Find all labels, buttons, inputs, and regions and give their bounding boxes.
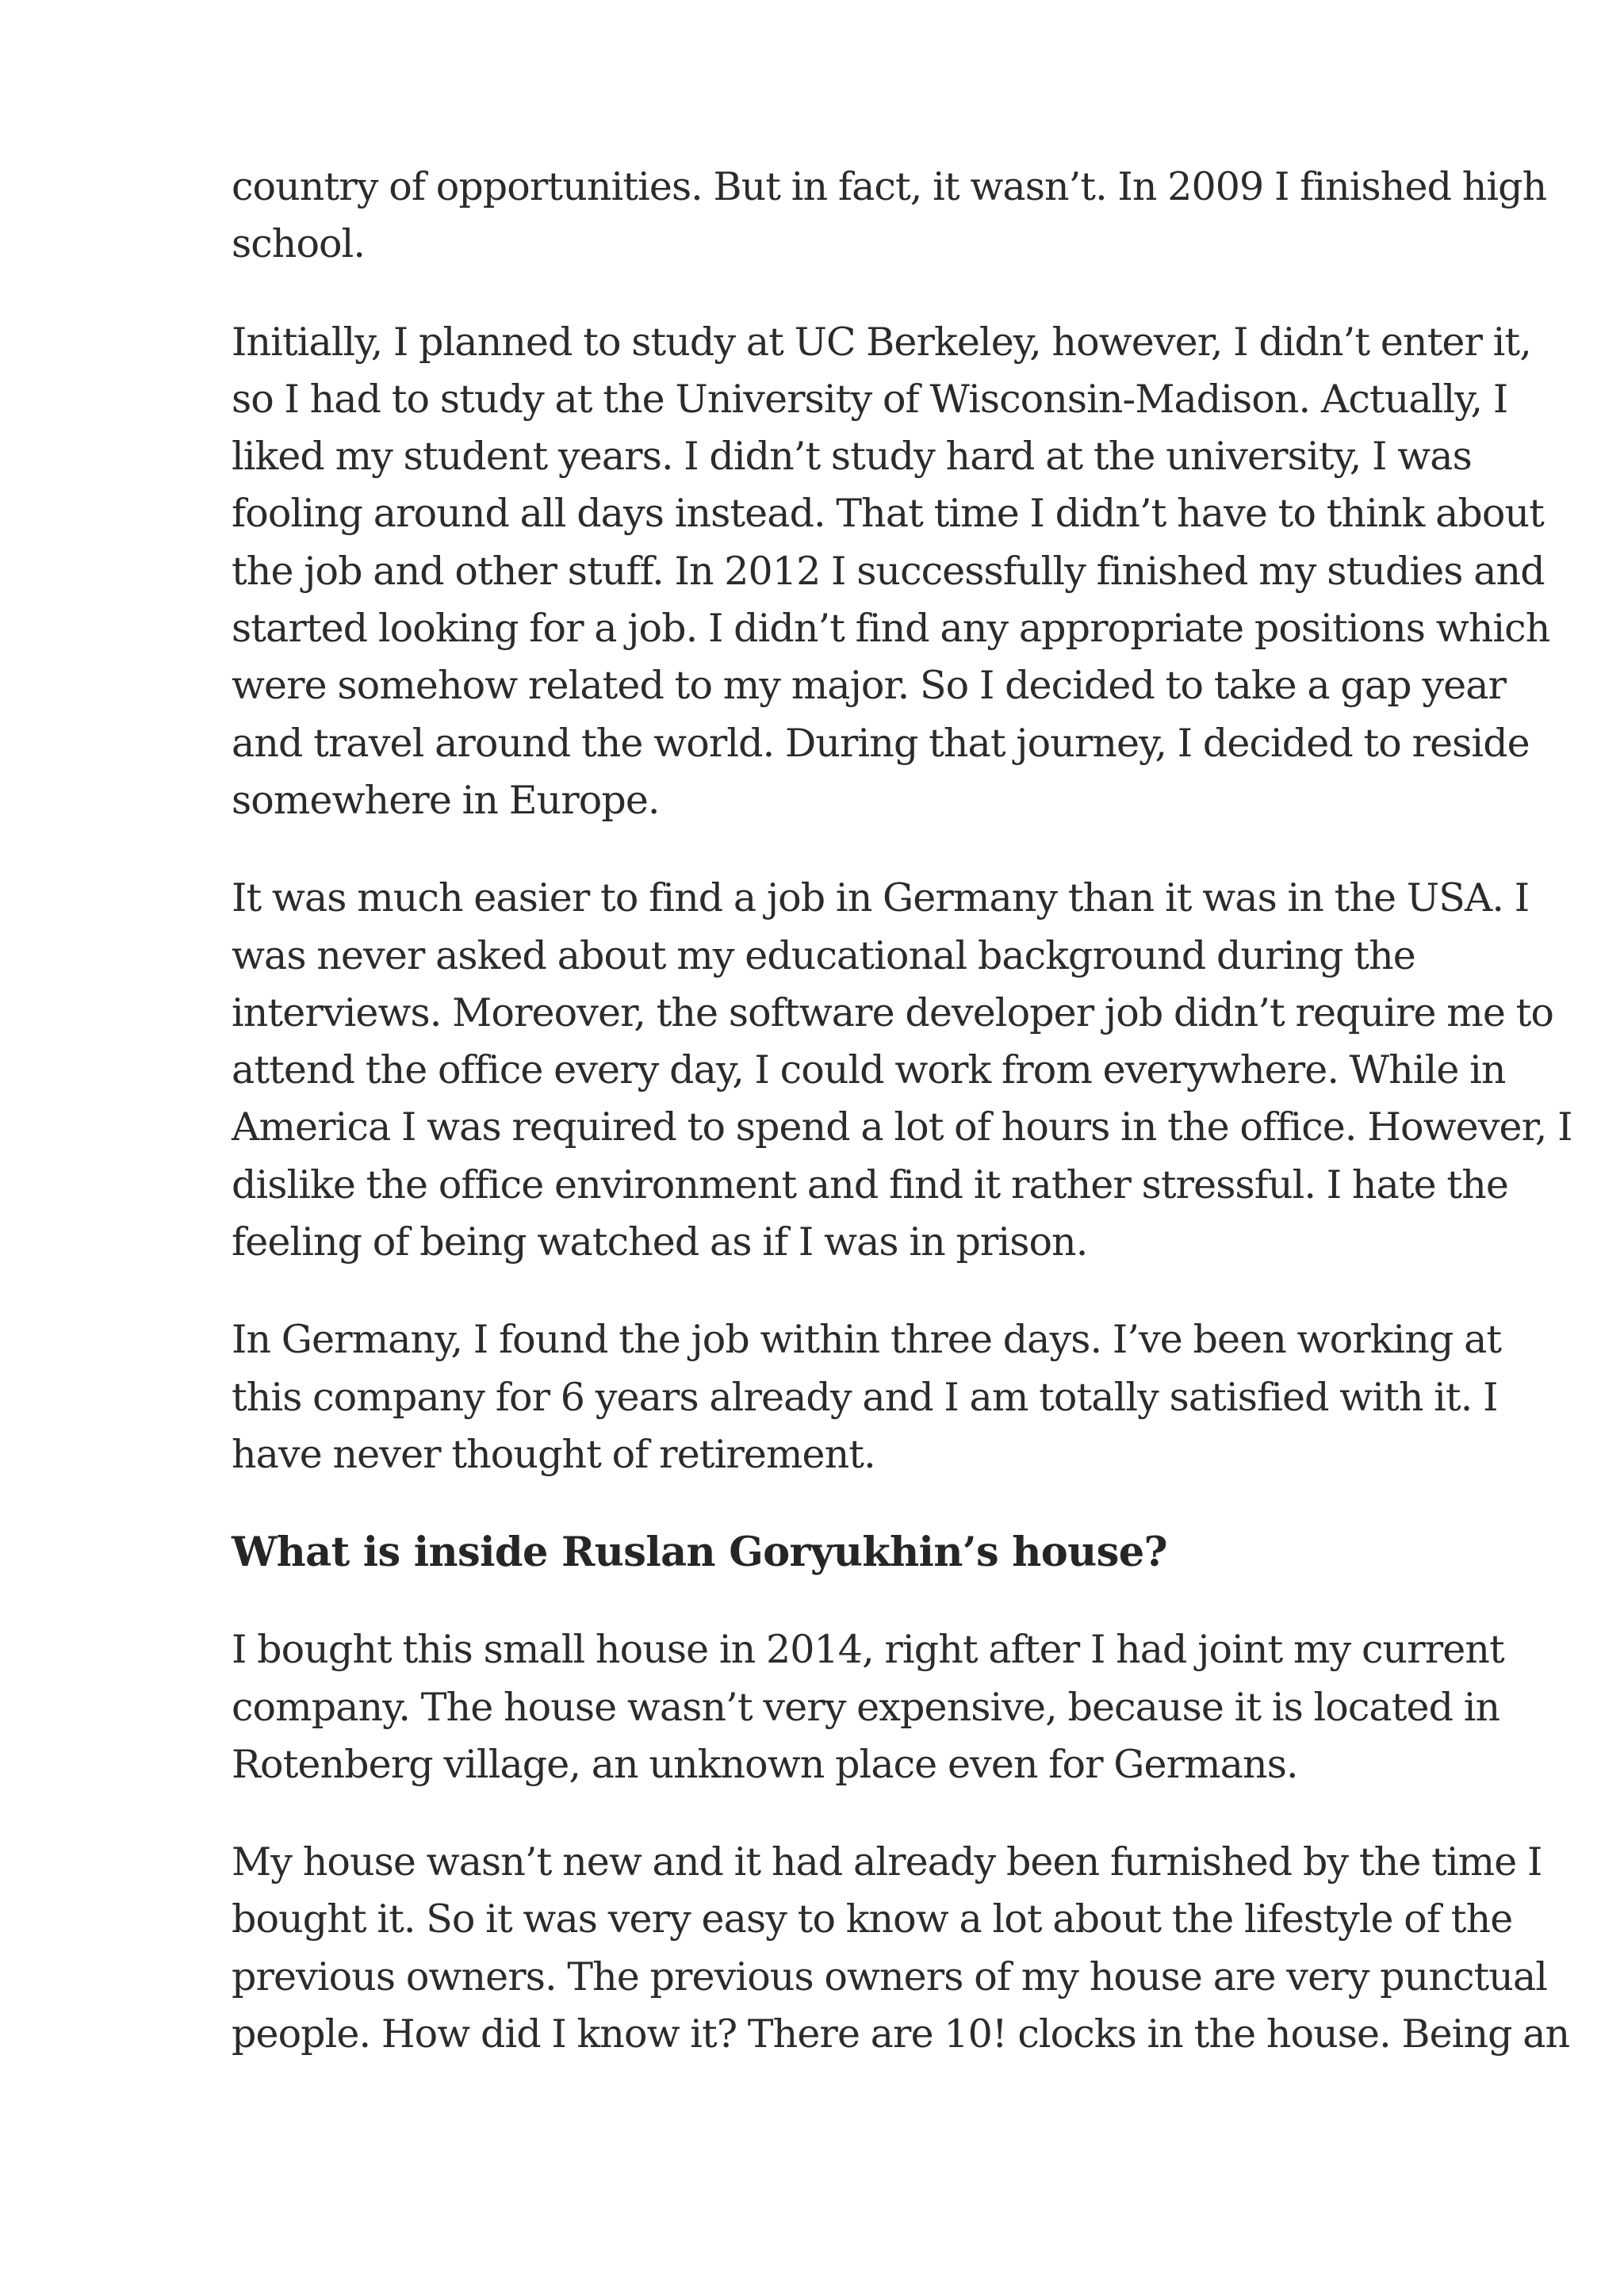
text-line: Initially, I planned to study at UC Berkeley, however, I didn’t enter it, [232, 319, 1531, 365]
text-line: attend the office every day, I could work from everywhere. While in [232, 1047, 1506, 1093]
text-line: interviews. Moreover, the software developer job didn’t require me to [232, 989, 1554, 1035]
paragraph-house-purchase [232, 1621, 1516, 1793]
text-line: and travel around the world. During that journey, I decided to reside [232, 720, 1530, 766]
text-line: the job and other stuff. In 2012 I successfully finished my studies and [232, 548, 1545, 594]
text-line: liked my student years. I didn’t study hard at the university, I was [232, 434, 1472, 480]
text-line: dislike the office environment and find it rather stressful. I hate the [232, 1161, 1508, 1207]
paragraph-current-company [232, 1311, 1516, 1483]
text-line: My house wasn’t new and it had already been furnished by the time I [232, 1839, 1542, 1885]
text-line: somewhere in Europe. [232, 777, 660, 823]
text-line: I bought this small house in 2014, right after I had joint my current [232, 1627, 1504, 1673]
text-line: have never thought of retirement. [232, 1431, 875, 1477]
text-line: started looking for a job. I didn’t find any appropriate positions which [232, 606, 1550, 652]
text-line: fooling around all days instead. That time I didn’t have to think about [232, 491, 1544, 537]
text-line: was never asked about my educational background during the [232, 932, 1415, 978]
text-line: people. How did I know it? There are 10! clocks in the house. Being an [232, 2011, 1570, 2057]
text-line: America I was required to spend a lot of hours in the office. However, I [232, 1104, 1572, 1150]
text-line: Rotenberg village, an unknown place even for Germans. [232, 1741, 1298, 1787]
paragraph-previous-owners [232, 1834, 1570, 2063]
paragraph-germany-job [232, 870, 1572, 1271]
text-line: this company for 6 years already and I am totally satisfied with it. I [232, 1374, 1498, 1420]
text-line: feeling of being watched as if I was in prison. [232, 1219, 1088, 1265]
text-line: previous owners. The previous owners of my house are very punctual [232, 1954, 1548, 1999]
text-line: company. The house wasn’t very expensive, because it is located in [232, 1684, 1500, 1730]
text-line: bought it. So it was very easy to know a lot about the lifestyle of the [232, 1896, 1513, 1942]
paragraph-education-intro [232, 159, 1547, 274]
text-line: country of opportunities. But in fact, it wasn’t. In 2009 I finished high [232, 164, 1547, 209]
section-heading: What is inside Ruslan Goryukhin’s house? [232, 1529, 1167, 1577]
text-line: were somehow related to my major. So I decided to take a gap year [232, 663, 1507, 709]
text-line: so I had to study at the University of Wisconsin-Madison. Actually, I [232, 376, 1508, 422]
text-line: In Germany, I found the job within three days. I’ve been working at [232, 1317, 1502, 1363]
text-line: It was much easier to find a job in Germany than it was in the USA. I [232, 875, 1530, 921]
text-line: school. [232, 221, 366, 267]
paragraph-university [232, 314, 1550, 830]
article-body [232, 159, 1572, 2103]
